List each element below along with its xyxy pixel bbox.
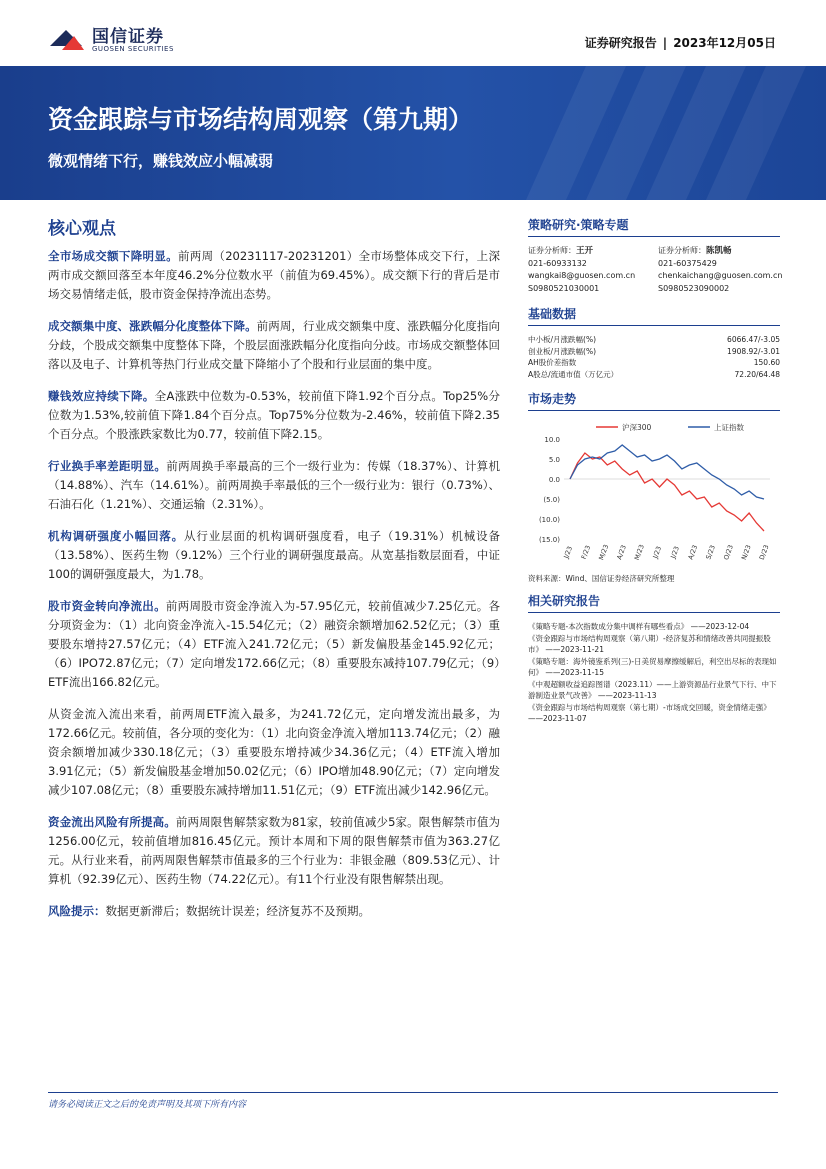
paragraph-text: 从资金流入流出来看，前两周ETF流入最多，为241.72亿元，定向增发流出最多，为172.66亿元。较前值，各分项的变化为：（1）北向资金净流入增加113.74亿元；（2）融资余额增加减少330.18亿元；（3）重要股东增持减少34.36亿元；（4）ETF流入增加3.91亿元；（5）新发偏股基金增加50.02亿元；（6）IPO增加48.90亿元；（7）定向增发减少107.08亿元；（8）重要股东减持增加11.51亿元；（9）ETF流出减少142.96亿元。 (48, 707, 500, 797)
paragraph-lead: 股市资金转向净流出。 (48, 599, 166, 613)
basic-data-row (528, 334, 780, 346)
core-view-paragraph (48, 457, 500, 514)
basic-data-row (528, 357, 780, 369)
related-report-item[interactable]: 《策略专题：海外镜鉴系列(三)-日美贸易摩擦缓解后，利空出尽标的表现如何》 ——2023-11-15 (528, 657, 777, 677)
x-tick-label: J/23 (669, 545, 681, 560)
header-meta (585, 34, 776, 51)
paragraph-text: 数据更新滞后；数据统计误差；经济复苏不及预期。 (105, 904, 370, 918)
analyst-card (658, 245, 783, 295)
paragraph-text: 从行业层面的机构调研强度看，电子（19.31%）机械设备（13.58%）、医药生物（9.12%）三个行业的调研强度最高。从宽基指数层面看，中证100的调研强度最大，为1.78。 (48, 529, 500, 581)
banner-stripes-decoration (526, 66, 826, 200)
x-tick-label: D/23 (757, 543, 771, 561)
y-tick-label: 0.0 (548, 476, 560, 484)
footer-disclaimer: 请务必阅读正文之后的免责声明及其项下所有内容 (48, 1100, 247, 1110)
analyst-email[interactable]: wangkai8@guosen.com.cn (528, 271, 636, 280)
analyst-role: 证券分析师： (528, 246, 576, 255)
series-line-1 (570, 445, 764, 499)
related-report-item[interactable]: 《中观超额收益追踪图谱（2023.11）——上游资源品行业景气下行、中下游制造业景气改善》 ——2023-11-13 (528, 680, 777, 700)
analyst-role: 证券分析师： (658, 246, 706, 255)
x-tick-label: M/23 (632, 543, 646, 562)
footer-divider (48, 1092, 778, 1093)
header-separator: | (662, 36, 668, 50)
basic-data-value: 6066.47/-3.05 (727, 335, 780, 344)
paragraph-lead: 资金流出风险有所提高。 (48, 815, 176, 829)
y-tick-label: (15.0) (538, 536, 560, 544)
related-report-item[interactable]: 《资金跟踪与市场结构周观察（第七期）-市场成交回暖，资金情绪走强》 ——2023-11-07 (528, 703, 771, 723)
core-view-paragraph (48, 317, 500, 374)
basic-data-row (528, 346, 780, 358)
legend-label: 上证指数 (714, 423, 744, 432)
analyst-phone: 021-60375429 (658, 258, 717, 268)
logo-text: 国信证券 (92, 27, 164, 47)
paragraph-lead: 行业换手率差距明显。 (48, 459, 167, 473)
basic-data-heading: 基础数据 (528, 305, 780, 326)
y-tick-label: (10.0) (538, 516, 560, 524)
core-views-list (48, 247, 500, 921)
analysts-block (528, 245, 783, 295)
paragraph-lead: 全市场成交额下降明显。 (48, 249, 178, 263)
market-trend-heading: 市场走势 (528, 390, 780, 411)
market-trend-chart (528, 419, 780, 567)
logo (48, 22, 188, 58)
category-heading: 策略研究·策略专题 (528, 216, 780, 237)
related-reports-heading: 相关研究报告 (528, 592, 780, 613)
basic-data-label: A股总/流通市值（万亿元） (528, 369, 619, 379)
x-tick-label: O/23 (722, 543, 735, 562)
y-tick-label: (5.0) (543, 496, 560, 504)
paragraph-text: 前两周换手率最高的三个一级行业为：传媒（18.37%）、计算机（14.88%）、汽车（14.61%）。前两周换手率最低的三个一级行业为：银行（0.73%）、石油石化（1.21%）、交通运输（2.31%）。 (48, 459, 500, 511)
basic-data-value: 72.20/64.48 (734, 369, 780, 379)
paragraph-lead: 成交额集中度、涨跌幅分化度整体下降。 (48, 319, 257, 333)
analyst-card (528, 245, 650, 295)
core-view-paragraph (48, 247, 500, 304)
x-tick-label: J/23 (651, 545, 664, 560)
sidebar (528, 216, 783, 725)
core-view-paragraph (48, 527, 500, 584)
paragraph-text: 全A涨跌中位数为-0.53%，较前值下降1.92个百分点。Top25%分位数为1.53%,较前值下降1.84个百分点。Top75%分位数为-2.46%，较前值下降2.35个百分点。个股涨跌家数比为0.77，较前值下降2.15。 (48, 389, 500, 441)
core-view-paragraph (48, 387, 500, 444)
analyst-name: 王开 (576, 246, 594, 256)
related-reports-list (528, 621, 780, 724)
core-views-heading: 核心观点 (48, 219, 116, 239)
title-banner (0, 66, 826, 200)
paragraph-text: 前两周（20231117-20231201）全市场整体成交下行，上深两市成交额回落至本年度46.2%分位数水平（前值为69.45%）。成交额下行的背后是市场交易情绪走低，股市资金保持净流出态势。 (48, 249, 500, 301)
related-report-item[interactable]: 《策略专题-本次指数成分集中调样有哪些看点》 ——2023-12-04 (528, 622, 750, 631)
basic-data-label: AH股价差指数 (528, 358, 577, 367)
basic-data-label: 中小板/月涨跌幅(%) (528, 335, 597, 344)
analyst-cert: S0980523090002 (658, 283, 730, 293)
analyst-name: 陈凯畅 (706, 246, 732, 256)
x-tick-label: F/23 (579, 544, 593, 561)
logo-subtext: GUOSEN SECURITIES (92, 45, 174, 53)
x-tick-label: N/23 (739, 543, 753, 561)
related-report-item[interactable]: 《资金跟踪与市场结构周观察（第八期）-经济复苏和情绪改善共同提振股市》 ——2023-11-21 (528, 634, 771, 654)
basic-data-table (528, 334, 780, 380)
x-tick-label: S/23 (704, 544, 717, 561)
analyst-email[interactable]: chenkaichang@guosen.com.cn (658, 271, 783, 280)
core-view-paragraph (48, 813, 500, 889)
x-tick-label: M/23 (597, 543, 611, 562)
paragraph-text: 前两周限售解禁家数为81家，较前值减少5家。限售解禁市值为1256.00亿元，较前值增加816.45亿元。预计本周和下周的限售解禁市值为363.27亿元。从行业来看，前两周限售解禁市值最多的三个行业为：非银金融（809.53亿元）、计算机（92.39亿元）、医药生物（74.22亿元）。有11个行业没有限售解禁出现。 (48, 815, 501, 886)
basic-data-row (528, 369, 780, 381)
report-date: 2023年12月05日 (673, 36, 776, 50)
chart-svg (528, 419, 780, 567)
core-view-paragraph (48, 902, 500, 921)
y-tick-label: 5.0 (548, 456, 560, 464)
y-tick-label: 10.0 (544, 436, 560, 444)
x-tick-label: A/23 (615, 543, 628, 561)
page-header (0, 0, 826, 66)
paragraph-lead: 风险提示： (48, 904, 106, 918)
legend-label: 沪深300 (622, 423, 652, 432)
core-view-paragraph (48, 705, 500, 800)
doc-type: 证券研究报告 (584, 36, 657, 50)
x-tick-label: J/23 (562, 545, 574, 560)
report-subtitle: 微观情绪下行，赚钱效应小幅减弱 (48, 152, 274, 170)
paragraph-text: 前两周，行业成交额集中度、涨跌幅分化度指向分歧，个股成交额集中度整体下降，个股层面涨跌幅分化度指向分歧。市场成交额整体回落以及电子、计算机等热门行业成交量下降缩小了个股和行业层面的集中度。 (48, 319, 500, 371)
analyst-cert: S0980521030001 (528, 283, 600, 293)
basic-data-value: 150.60 (753, 358, 780, 367)
paragraph-lead: 机构调研强度小幅回落。 (48, 529, 185, 543)
chart-source: 资料来源：Wind、国信证券经济研究所整理 (528, 574, 675, 583)
paragraph-lead: 赚钱效应持续下降。 (48, 389, 155, 403)
paragraph-text: 前两周股市资金净流入为-57.95亿元，较前值减少7.25亿元。各分项资金为：（1）北向资金净流入-15.54亿元；（2）融资余额增加62.52亿元；（3）重要股东增持27.57亿元；（4）ETF流入241.72亿元；（5）新发偏股基金145.92亿元；（6）IPO72.87亿元；（7）定向增发172.66亿元；（8）重要股东减持107.79亿元；（9）ETF流出166.82亿元。 (48, 599, 500, 689)
x-tick-label: A/23 (686, 543, 700, 561)
series-line-0 (570, 453, 764, 531)
basic-data-value: 1908.92/-3.01 (727, 346, 780, 356)
basic-data-label: 创业板/月涨跌幅(%) (528, 346, 597, 356)
analyst-phone: 021-60933132 (528, 258, 587, 268)
main-content (48, 214, 500, 934)
report-title: 资金跟踪与市场结构周观察（第九期） (48, 105, 474, 134)
core-view-paragraph (48, 597, 500, 692)
logo-mark-icon (48, 24, 86, 54)
